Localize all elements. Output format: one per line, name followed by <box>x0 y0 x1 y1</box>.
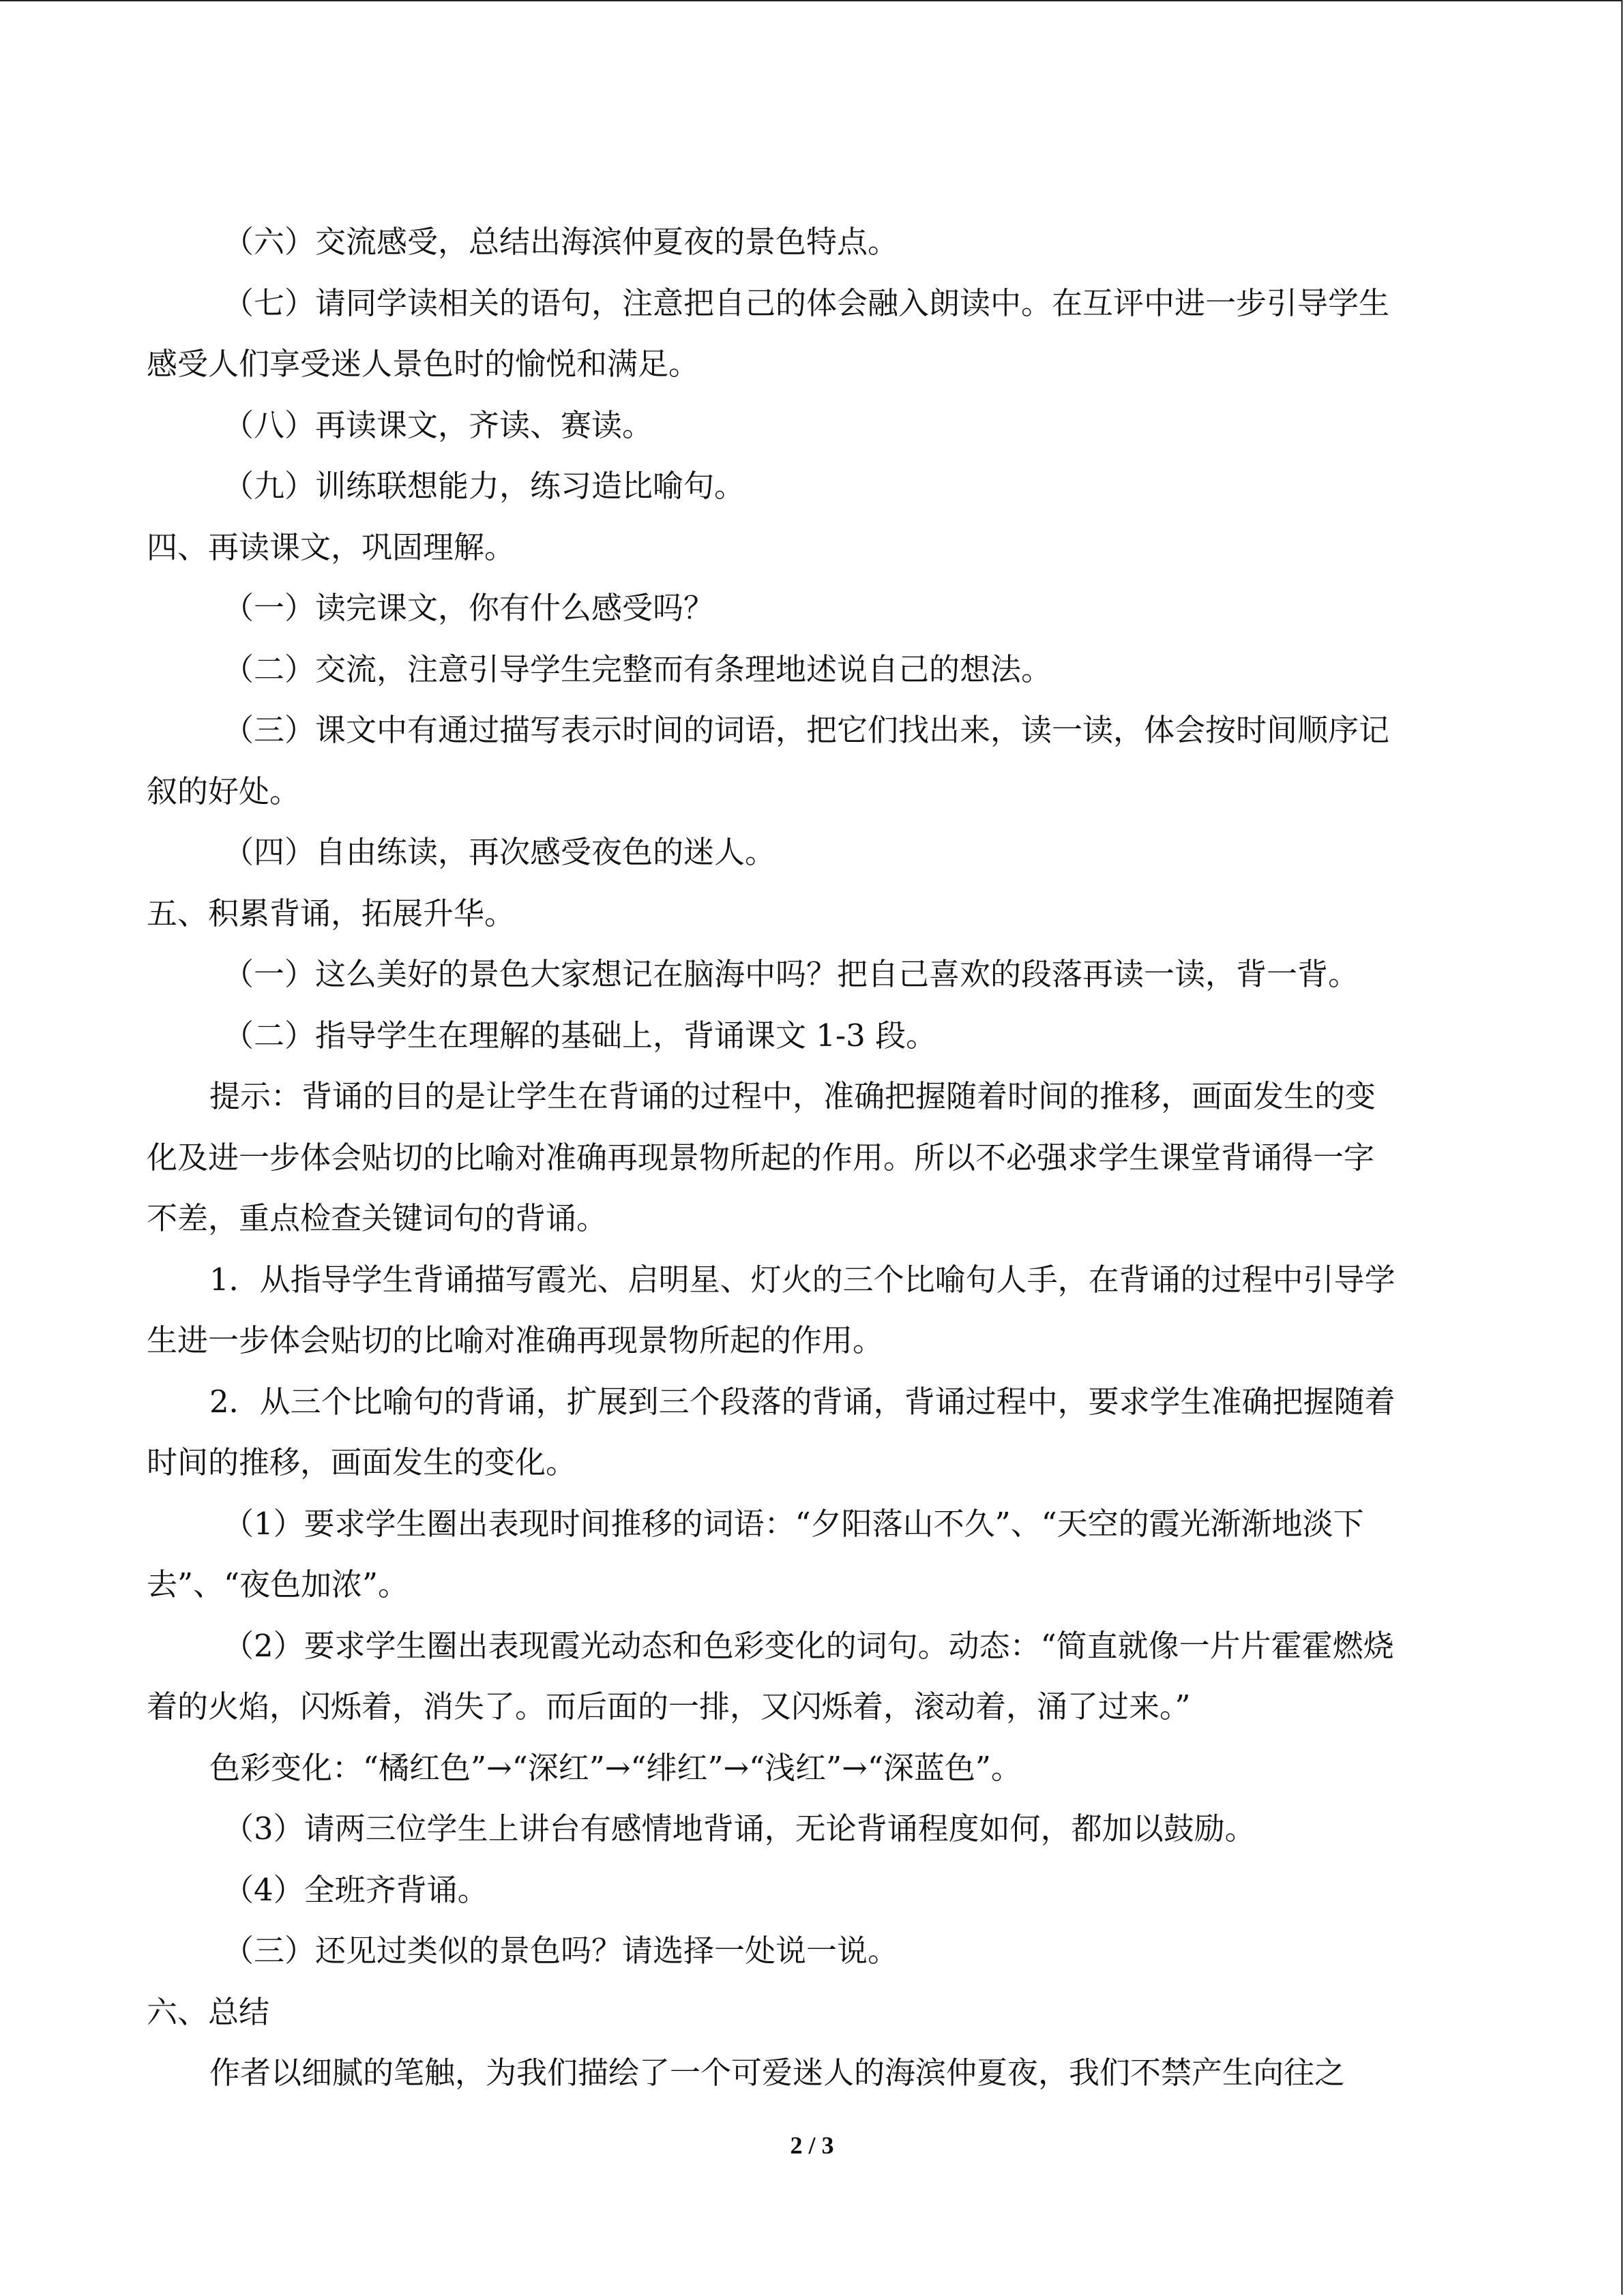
paragraph-line: （1）要求学生圈出表现时间推移的词语：“夕阳落山不久”、“天空的霞光渐渐地淡下 <box>223 1505 1364 1542</box>
paragraph-line: （七）请同学读相关的语句，注意把自己的体会融入朗读中。在互评中进一步引导学生 <box>223 284 1390 321</box>
paragraph-line: 去”、“夜色加浓”。 <box>147 1566 409 1602</box>
paragraph-line: （四）自由练读，再次感受夜色的迷人。 <box>223 834 776 870</box>
paragraph-line: 叙的好处。 <box>147 773 301 809</box>
paragraph-line: （一）这么美好的景色大家想记在脑海中吗？把自己喜欢的段落再读一读，背一背。 <box>223 956 1359 992</box>
paragraph-line: （3）请两三位学生上讲台有感情地背诵，无论背诵程度如何，都加以鼓励。 <box>223 1810 1256 1847</box>
paragraph-line: 不差，重点检查关键词句的背诵。 <box>147 1200 608 1236</box>
section-heading: 四、再读课文，巩固理解。 <box>147 528 516 565</box>
paragraph-line: 着的火焰，闪烁着，消失了。而后面的一排，又闪烁着，滚动着，涌了过来。” <box>147 1688 1191 1725</box>
paragraph-line: 感受人们享受迷人景色时的愉悦和满足。 <box>147 346 700 382</box>
paragraph-line: 时间的推移，画面发生的变化。 <box>147 1444 577 1480</box>
paragraph-line: （九）训练联想能力，练习造比喻句。 <box>223 468 745 504</box>
paragraph-line: （八）再读课文，齐读、赛读。 <box>223 406 653 443</box>
paragraph-line: 1．从指导学生背诵描写霞光、启明星、灯火的三个比喻句人手，在背诵的过程中引导学 <box>209 1261 1396 1298</box>
section-heading: 六、总结 <box>147 1993 270 2030</box>
paragraph-line: 2．从三个比喻句的背诵，扩展到三个段落的背诵，背诵过程中，要求学生准确把握随着 <box>209 1383 1396 1420</box>
paragraph-line: 提示：背诵的目的是让学生在背诵的过程中，准确把握随着时间的推移，画面发生的变 <box>209 1078 1376 1114</box>
paragraph-line: 生进一步体会贴切的比喻对准确再现景物所起的作用。 <box>147 1322 884 1358</box>
paragraph-line: 作者以细腻的笔触，为我们描绘了一个可爱迷人的海滨仲夏夜，我们不禁产生向往之 <box>209 2055 1346 2091</box>
paragraph-line: （4）全班齐背诵。 <box>223 1871 488 1908</box>
paragraph-line: （三）还见过类似的景色吗？请选择一处说一说。 <box>223 1933 899 1969</box>
paragraph-line: （一）读完课文，你有什么感受吗？ <box>223 590 715 626</box>
paragraph-line: （三）课文中有通过描写表示时间的词语，把它们找出来，读一读，体会按时间顺序记 <box>223 712 1390 748</box>
paragraph-line: （六）交流感受，总结出海滨仲夏夜的景色特点。 <box>223 224 899 260</box>
paragraph-line: （2）要求学生圈出表现霞光动态和色彩变化的词句。动态：“简直就像一片片霍霍燃烧 <box>223 1627 1394 1664</box>
paragraph-line: 色彩变化：“橘红色”→“深红”→“绯红”→“浅红”→“深蓝色”。 <box>209 1749 1022 1786</box>
document-body <box>147 211 1483 2104</box>
paragraph-line: 化及进一步体会贴切的比喻对准确再现景物所起的作用。所以不必强求学生课堂背诵得一字 <box>147 1139 1375 1176</box>
section-heading: 五、积累背诵，拓展升华。 <box>147 895 516 931</box>
paragraph-line: （二）指导学生在理解的基础上，背诵课文 1-3 段。 <box>223 1017 937 1054</box>
page-number: 2 / 3 <box>790 2132 834 2159</box>
paragraph-line: （二）交流，注意引导学生完整而有条理地述说自己的想法。 <box>223 651 1052 687</box>
